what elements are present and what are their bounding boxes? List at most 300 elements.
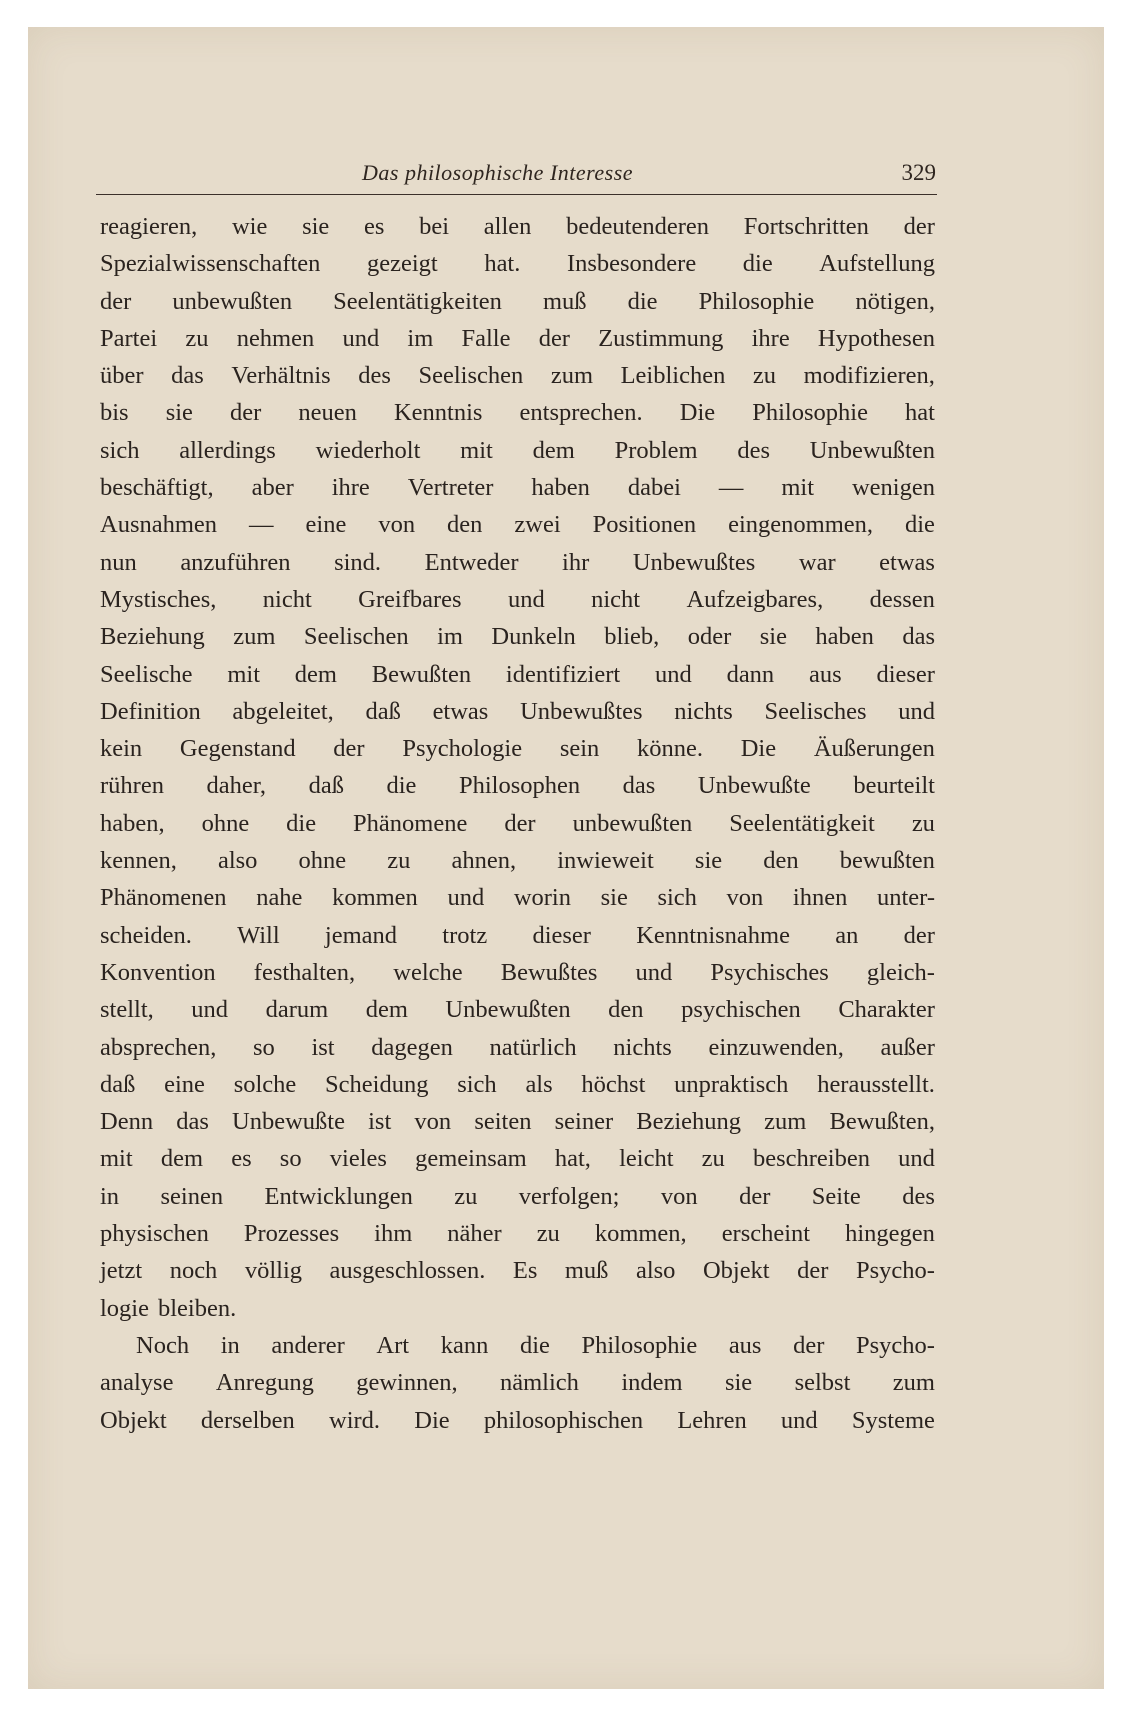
word: aus <box>728 1331 762 1359</box>
text-line <box>100 581 935 618</box>
word: die <box>519 1331 550 1359</box>
word: reagieren, <box>100 213 198 240</box>
word: zu <box>752 362 777 390</box>
word: Philosophie <box>752 399 868 427</box>
word: inwieweit <box>557 847 654 875</box>
word: ist <box>368 1108 392 1136</box>
text-line <box>100 357 935 394</box>
word: sie <box>694 847 723 875</box>
word: in <box>220 1331 240 1359</box>
word: Partei <box>100 324 158 352</box>
text-line <box>100 991 935 1028</box>
word: etwas <box>879 548 935 576</box>
word: Charakter <box>838 996 935 1024</box>
word: das <box>902 623 935 651</box>
text-line <box>100 618 935 655</box>
word: Konvention <box>100 958 216 986</box>
word: dagegen <box>371 1033 453 1061</box>
word: dem <box>532 436 575 464</box>
word: dem <box>160 1145 204 1173</box>
word: Bewußten, <box>829 1108 935 1136</box>
word: also <box>635 1257 676 1285</box>
word: Vertreter <box>407 474 494 502</box>
word: hat, <box>554 1145 591 1173</box>
word: aber <box>251 474 294 502</box>
word: dann <box>726 660 775 688</box>
word: jetzt <box>100 1257 143 1285</box>
word: beschäftigt, <box>100 474 214 502</box>
word: Die <box>740 735 777 763</box>
text-line <box>100 1029 935 1066</box>
text-line <box>100 432 935 469</box>
text-line <box>100 1140 935 1177</box>
word: es <box>231 1145 252 1173</box>
word: in <box>100 1182 120 1210</box>
word: dieser <box>532 921 591 949</box>
word: war <box>798 548 836 576</box>
word: worin <box>513 884 571 912</box>
word: den <box>763 847 799 875</box>
word: Unbewußten <box>809 436 935 464</box>
word: höchst <box>581 1070 646 1098</box>
word: verfolgen; <box>518 1182 620 1210</box>
text-line <box>100 1364 935 1401</box>
running-title: Das philosophische Interesse <box>362 160 634 185</box>
word: den <box>447 511 483 539</box>
word: die <box>386 772 417 800</box>
word: des <box>902 1182 935 1210</box>
word: aus <box>808 660 842 688</box>
word: den <box>608 996 644 1024</box>
word: sich <box>100 436 140 464</box>
word: gewinnen, <box>356 1369 458 1397</box>
word: beschreiben <box>752 1145 870 1173</box>
word: sind. <box>334 548 382 576</box>
word: stellt, <box>100 996 154 1024</box>
word: Art <box>376 1331 410 1359</box>
text-line <box>100 208 935 245</box>
word: Hypothesen <box>817 324 935 352</box>
word: zum <box>233 623 276 651</box>
word: zum <box>764 1108 807 1136</box>
word: Mystisches, <box>100 585 217 613</box>
word: das <box>622 772 656 800</box>
word: neuen <box>298 399 357 427</box>
word: zum <box>550 362 594 390</box>
text-line <box>100 1327 935 1364</box>
word: haben <box>815 623 874 651</box>
word: daß <box>308 772 344 800</box>
word: der <box>797 1257 829 1285</box>
word: Seelische <box>100 660 193 688</box>
word: Seelischen <box>303 623 409 651</box>
word: und <box>898 1145 935 1173</box>
word: über <box>100 362 144 390</box>
word: unbewußten <box>172 287 293 315</box>
word: sie <box>724 1369 753 1397</box>
word: bis <box>100 399 129 427</box>
word: indem <box>621 1369 683 1397</box>
word: hingegen <box>845 1220 935 1248</box>
word: und <box>635 958 673 986</box>
word: mit <box>100 1145 133 1173</box>
word: anderer <box>271 1331 345 1359</box>
word: noch <box>169 1257 218 1285</box>
word: Systeme <box>851 1406 935 1434</box>
word: nicht <box>262 585 312 613</box>
word: dieser <box>876 660 935 688</box>
word: psychischen <box>681 996 801 1024</box>
word: mit <box>227 660 260 688</box>
word: Unbewußtes <box>520 697 643 725</box>
word: und <box>342 324 380 352</box>
word: Aufzeigbares, <box>686 585 824 613</box>
word: von <box>378 511 416 539</box>
word: Noch <box>136 1331 190 1359</box>
header-rule <box>96 194 937 195</box>
word: Seelisches <box>764 697 867 725</box>
word: selbst <box>794 1369 851 1397</box>
word: der <box>793 1331 825 1359</box>
page-number: 329 <box>901 160 936 185</box>
word: Psycho- <box>856 1331 935 1359</box>
word: Es <box>512 1257 538 1285</box>
word: Insbesondere <box>566 250 697 278</box>
word: leicht <box>619 1145 674 1173</box>
word: anzuführen <box>180 548 291 576</box>
word: mit <box>460 436 493 464</box>
word: welche <box>393 958 463 986</box>
word: identifiziert <box>505 660 621 688</box>
word: Philosophie <box>698 287 815 315</box>
word: nicht <box>591 585 641 613</box>
word: und <box>191 996 229 1024</box>
word: ist <box>311 1033 335 1061</box>
word: zwei <box>514 511 561 539</box>
word: ihnen <box>792 884 848 912</box>
word: von <box>414 1108 452 1136</box>
word: also <box>217 847 258 875</box>
text-line <box>100 693 935 730</box>
word: Philosophen <box>458 772 581 800</box>
word: Phänomenen <box>100 884 227 912</box>
word: ausgeschlossen. <box>329 1257 486 1285</box>
word: Unbewußten <box>445 996 571 1024</box>
word: Entwicklungen <box>264 1182 413 1210</box>
word: so <box>252 1033 275 1061</box>
word: Positionen <box>592 511 697 539</box>
word: unter- <box>876 884 935 912</box>
word: allerdings <box>179 436 276 464</box>
word: Zustimmung <box>598 324 724 352</box>
word: nötigen, <box>855 287 935 315</box>
word: sich <box>657 884 697 912</box>
word: an <box>835 921 859 949</box>
word: völlig <box>244 1257 302 1285</box>
word: eingenommen, <box>728 511 874 539</box>
word: seiner <box>554 1108 614 1136</box>
word: wenigen <box>851 474 935 502</box>
text-line <box>100 283 935 320</box>
word: dem <box>365 996 408 1024</box>
word: daher, <box>206 772 267 800</box>
word: daß <box>100 1070 136 1098</box>
word: so <box>279 1145 302 1173</box>
word: Gegenstand <box>179 735 296 763</box>
word: des <box>737 436 771 464</box>
text-line <box>100 1103 935 1140</box>
text-line <box>100 1252 935 1289</box>
word: die <box>742 250 773 278</box>
word: zu <box>454 1182 478 1210</box>
text-line <box>100 469 935 506</box>
word: kennen, <box>100 847 177 875</box>
text-line <box>100 879 935 916</box>
text-line <box>100 656 935 693</box>
word: Beziehung <box>636 1108 742 1136</box>
word: Will <box>237 921 280 949</box>
word: philosophischen <box>483 1406 644 1434</box>
word: Phänomene <box>353 809 468 837</box>
word: die <box>627 287 658 315</box>
word: Kenntnis <box>393 399 483 427</box>
word: Verhältnis <box>231 362 331 390</box>
word: zu <box>536 1220 560 1248</box>
word: ihm <box>374 1220 413 1248</box>
word: nichts <box>674 697 733 725</box>
word: Dunkeln <box>491 623 576 651</box>
word: sie <box>759 623 787 651</box>
word: Seelentätigkeiten <box>333 287 502 315</box>
word: einzuwenden, <box>708 1033 844 1061</box>
text-line <box>100 1215 935 1252</box>
word: zu <box>387 847 411 875</box>
page-header <box>96 160 936 190</box>
word: herausstellt. <box>817 1070 935 1098</box>
word: oder <box>687 623 732 651</box>
word: von <box>660 1182 698 1210</box>
word: nehmen <box>236 324 315 352</box>
word: gleich- <box>866 958 935 986</box>
word: Prozesses <box>243 1220 340 1248</box>
word: Bewußten <box>371 660 472 688</box>
word: Die <box>679 399 716 427</box>
word: ohne <box>201 809 250 837</box>
word: des <box>358 362 391 390</box>
word: Seite <box>811 1182 861 1210</box>
word: logie <box>100 1294 149 1322</box>
word: Spezialwissenschaften <box>100 250 321 278</box>
word: eine <box>164 1070 205 1098</box>
word: der <box>903 921 935 949</box>
text-line <box>100 1290 935 1327</box>
word: die <box>905 511 935 539</box>
word: das <box>176 1108 209 1136</box>
word: daß <box>365 697 401 725</box>
word: bleiben. <box>158 1294 237 1322</box>
word: erscheint <box>721 1220 811 1248</box>
word: gemeinsam <box>415 1145 527 1173</box>
word: rühren <box>100 772 164 800</box>
word: zu <box>701 1145 725 1173</box>
text-line <box>100 842 935 879</box>
word: Äußerungen <box>813 735 935 763</box>
word: Fortschritten <box>743 213 869 240</box>
word: Entweder <box>424 548 519 576</box>
word: Philosophie <box>581 1331 698 1359</box>
word: darum <box>265 996 329 1024</box>
text-line <box>100 1402 935 1439</box>
text-line <box>100 245 935 282</box>
word: der <box>333 735 365 763</box>
word: jemand <box>324 921 398 949</box>
word: unbewußten <box>572 809 693 837</box>
word: scheiden. <box>100 921 192 949</box>
word: sie <box>165 399 193 427</box>
word: seinen <box>160 1182 224 1210</box>
word: blieb, <box>604 623 660 651</box>
text-line <box>100 544 935 581</box>
word: kein <box>100 735 143 763</box>
word: Scheidung <box>325 1070 429 1098</box>
text-line <box>100 506 935 543</box>
word: und <box>780 1406 818 1434</box>
word: Aufstellung <box>819 250 935 278</box>
word: Ausnahmen <box>100 511 218 539</box>
word: ihr <box>562 548 590 576</box>
word: sie <box>302 213 330 240</box>
word: Die <box>414 1406 450 1434</box>
word: nichts <box>613 1033 672 1061</box>
word: bewußten <box>839 847 935 875</box>
word: etwas <box>432 697 489 725</box>
word: trotz <box>442 921 488 949</box>
word: beurteilt <box>853 772 935 800</box>
word: der <box>538 324 570 352</box>
word: das <box>171 362 204 390</box>
word: wie <box>231 213 268 240</box>
text-line <box>100 394 935 431</box>
word: Anregung <box>215 1369 314 1397</box>
word: natürlich <box>489 1033 577 1061</box>
text-line <box>100 730 935 767</box>
word: unpraktisch <box>674 1070 789 1098</box>
word: könne. <box>637 735 703 763</box>
text-line <box>100 320 935 357</box>
word: zu <box>911 809 935 837</box>
word: Objekt <box>100 1406 167 1434</box>
word: solche <box>233 1070 297 1098</box>
word: physischen <box>100 1220 209 1248</box>
word: Problem <box>614 436 698 464</box>
word: haben <box>531 474 590 502</box>
word: ahnen, <box>451 847 517 875</box>
word: kommen <box>332 884 418 912</box>
word: hat <box>905 399 935 427</box>
word: wiederholt <box>315 436 421 464</box>
body-text <box>100 208 935 1439</box>
word: sein <box>559 735 600 763</box>
word: muß <box>542 287 587 315</box>
word: — <box>249 511 274 539</box>
word: als <box>525 1070 553 1098</box>
word: — <box>718 474 744 502</box>
word: nun <box>100 548 137 576</box>
word: die <box>286 809 317 837</box>
word: eine <box>305 511 347 539</box>
word: Denn <box>100 1108 154 1136</box>
word: Psycho- <box>855 1257 935 1285</box>
word: Unbewußte <box>232 1108 345 1136</box>
word: ohne <box>298 847 347 875</box>
word: dem <box>294 660 337 688</box>
word: Psychologie <box>402 735 523 763</box>
word: Leiblichen <box>620 362 726 390</box>
word: und <box>898 697 935 725</box>
word: Objekt <box>702 1257 770 1285</box>
word: Greifbares <box>358 585 462 613</box>
word: wird. <box>329 1406 381 1434</box>
word: Seelentätigkeit <box>729 809 875 837</box>
word: abgeleitet, <box>232 697 334 725</box>
word: sich <box>457 1070 497 1098</box>
word: hat. <box>484 250 521 278</box>
word: und <box>655 660 692 688</box>
word: bei <box>419 213 450 240</box>
word: außer <box>880 1033 935 1061</box>
word: sie <box>600 884 628 912</box>
word: zum <box>892 1369 935 1397</box>
word: Definition <box>100 697 201 725</box>
word: ihre <box>751 324 790 352</box>
word: kommen, <box>594 1220 687 1248</box>
word: entsprechen. <box>519 399 643 427</box>
word: der <box>230 399 262 427</box>
word: Falle <box>461 324 511 352</box>
word: dabei <box>627 474 681 502</box>
word: seiten <box>474 1108 532 1136</box>
word: Kenntnisnahme <box>636 921 790 949</box>
word: Beziehung <box>100 623 205 651</box>
word: ihre <box>331 474 370 502</box>
word: modifizieren, <box>803 362 935 390</box>
word: nämlich <box>500 1369 579 1397</box>
text-line <box>100 767 935 804</box>
word: mit <box>781 474 814 502</box>
word: es <box>364 213 385 240</box>
word: im <box>407 324 434 352</box>
text-line <box>100 1178 935 1215</box>
word: Lehren <box>677 1406 747 1434</box>
word: der <box>903 213 935 240</box>
word: näher <box>447 1220 502 1248</box>
word: im <box>437 623 463 651</box>
word: von <box>726 884 764 912</box>
word: muß <box>564 1257 609 1285</box>
text-line <box>100 917 935 954</box>
text-line <box>100 954 935 991</box>
word: festhalten, <box>253 958 356 986</box>
word: derselben <box>200 1406 295 1434</box>
word: und <box>447 884 485 912</box>
word: Psychisches <box>710 958 829 986</box>
word: der <box>100 287 132 315</box>
word: und <box>507 585 545 613</box>
word: haben, <box>100 809 165 837</box>
word: allen <box>483 213 532 240</box>
word: Unbewußte <box>697 772 811 800</box>
word: Seelischen <box>418 362 524 390</box>
